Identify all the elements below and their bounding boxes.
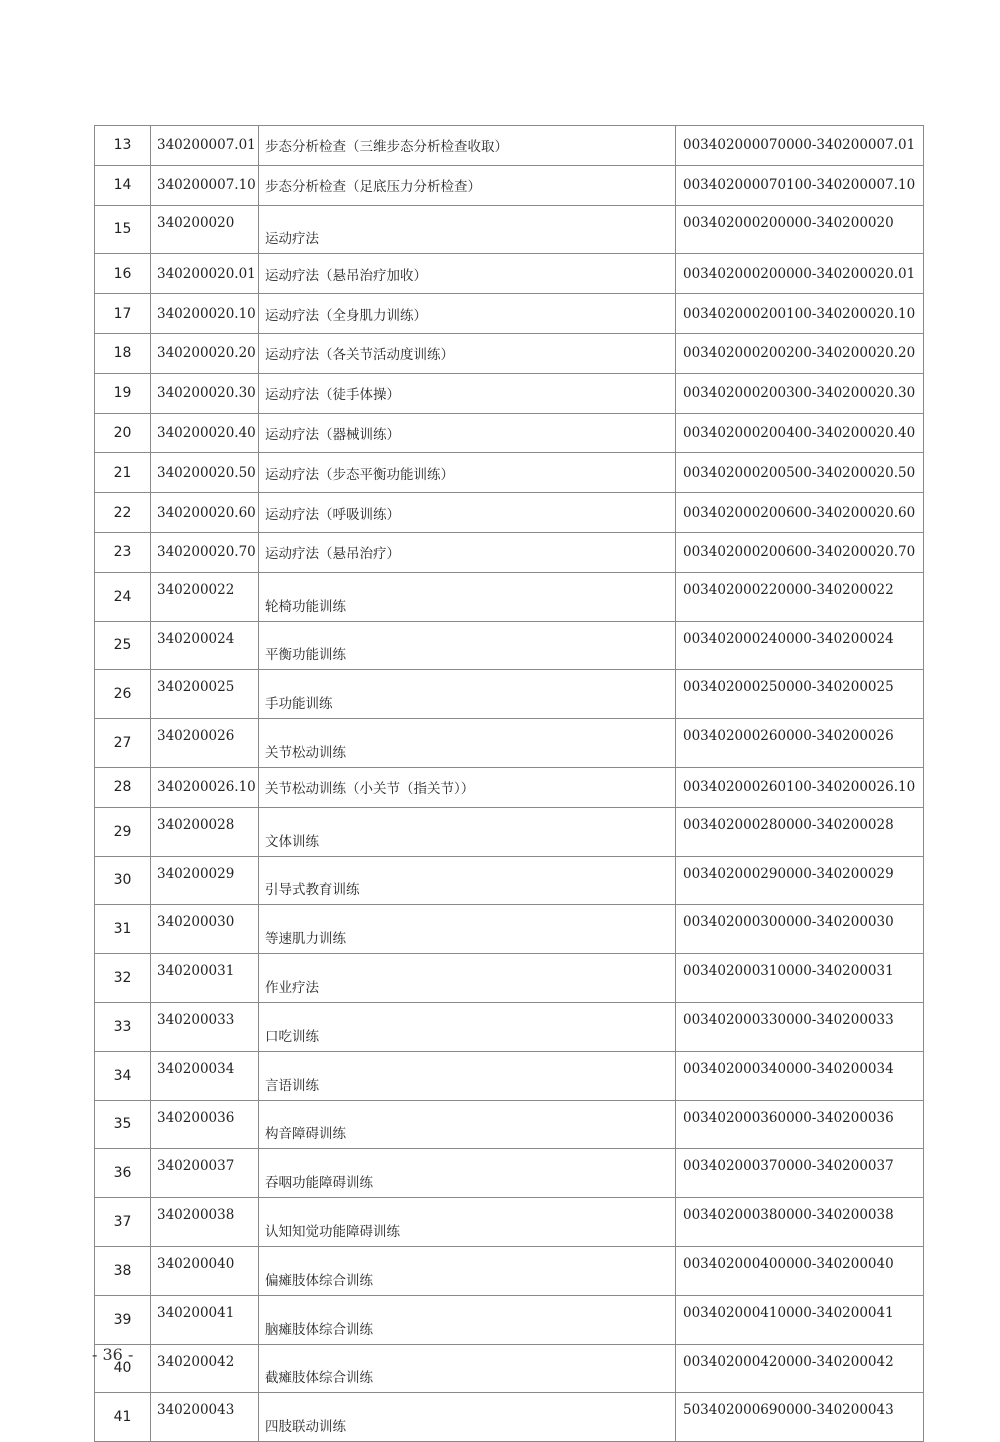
table-row (95, 954, 924, 1003)
item-id-cell: 003402000070100-340200007.10 (676, 165, 924, 205)
table-row (95, 373, 924, 413)
item-code-cell: 340200041 (151, 1295, 259, 1344)
item-id-cell: 003402000310000-340200031 (676, 954, 924, 1003)
row-number-cell: 30 (95, 856, 151, 905)
table-row (95, 126, 924, 166)
item-code-cell: 340200026 (151, 719, 259, 768)
table-row (95, 254, 924, 294)
item-id-cell: 003402000420000-340200042 (676, 1344, 924, 1393)
item-id-cell: 003402000200000-340200020 (676, 205, 924, 254)
item-name-cell: 运动疗法（器械训练） (259, 413, 676, 453)
item-id-cell: 003402000200300-340200020.30 (676, 373, 924, 413)
table-row (95, 572, 924, 621)
item-id-cell: 003402000360000-340200036 (676, 1100, 924, 1149)
item-name-cell: 引导式教育训练 (259, 856, 676, 905)
table-row (95, 532, 924, 572)
item-name-cell: 运动疗法 (259, 205, 676, 254)
item-name-cell: 运动疗法（全身肌力训练） (259, 294, 676, 334)
item-name-cell: 作业疗法 (259, 954, 676, 1003)
item-code-cell: 340200026.10 (151, 767, 259, 807)
item-id-cell: 003402000410000-340200041 (676, 1295, 924, 1344)
item-id-cell: 503402000690000-340200043 (676, 1393, 924, 1442)
row-number-cell: 32 (95, 954, 151, 1003)
item-id-cell: 003402000240000-340200024 (676, 621, 924, 670)
table-row (95, 856, 924, 905)
item-id-cell: 003402000300000-340200030 (676, 905, 924, 954)
item-id-cell: 003402000400000-340200040 (676, 1246, 924, 1295)
item-id-cell: 003402000220000-340200022 (676, 572, 924, 621)
table-row (95, 1198, 924, 1247)
table-row (95, 1051, 924, 1100)
item-name-cell: 运动疗法（悬吊治疗加收） (259, 254, 676, 294)
item-code-cell: 340200020.50 (151, 453, 259, 493)
row-number-cell: 41 (95, 1393, 151, 1442)
row-number-cell: 21 (95, 453, 151, 493)
item-code-cell: 340200028 (151, 807, 259, 856)
item-id-cell: 003402000070000-340200007.01 (676, 126, 924, 166)
table-row (95, 670, 924, 719)
table-row (95, 1246, 924, 1295)
item-id-cell: 003402000370000-340200037 (676, 1149, 924, 1198)
row-number-cell: 19 (95, 373, 151, 413)
item-id-cell: 003402000250000-340200025 (676, 670, 924, 719)
row-number-cell: 25 (95, 621, 151, 670)
item-code-cell: 340200042 (151, 1344, 259, 1393)
item-code-cell: 340200007.01 (151, 126, 259, 166)
row-number-cell: 33 (95, 1002, 151, 1051)
item-name-cell: 偏瘫肢体综合训练 (259, 1246, 676, 1295)
table-row (95, 1149, 924, 1198)
item-id-cell: 003402000260000-340200026 (676, 719, 924, 768)
item-code-cell: 340200022 (151, 572, 259, 621)
row-number-cell: 17 (95, 294, 151, 334)
item-name-cell: 运动疗法（呼吸训练） (259, 493, 676, 533)
item-code-cell: 340200043 (151, 1393, 259, 1442)
row-number-cell: 18 (95, 333, 151, 373)
row-number-cell: 38 (95, 1246, 151, 1295)
row-number-cell: 36 (95, 1149, 151, 1198)
row-number-cell: 26 (95, 670, 151, 719)
table-row (95, 493, 924, 533)
table-row (95, 1344, 924, 1393)
item-name-cell: 构音障碍训练 (259, 1100, 676, 1149)
table-row (95, 333, 924, 373)
item-code-cell: 340200020.30 (151, 373, 259, 413)
item-id-cell: 003402000200600-340200020.60 (676, 493, 924, 533)
table-row (95, 205, 924, 254)
row-number-cell: 28 (95, 767, 151, 807)
table-row (95, 294, 924, 334)
row-number-cell: 23 (95, 532, 151, 572)
item-code-cell: 340200020.60 (151, 493, 259, 533)
item-code-cell: 340200020.20 (151, 333, 259, 373)
item-code-cell: 340200020.01 (151, 254, 259, 294)
item-name-cell: 关节松动训练 (259, 719, 676, 768)
table-row (95, 1393, 924, 1442)
item-code-cell: 340200020 (151, 205, 259, 254)
item-name-cell: 运动疗法（各关节活动度训练） (259, 333, 676, 373)
row-number-cell: 20 (95, 413, 151, 453)
item-code-cell: 340200031 (151, 954, 259, 1003)
item-name-cell: 文体训练 (259, 807, 676, 856)
item-id-cell: 003402000330000-340200033 (676, 1002, 924, 1051)
item-id-cell: 003402000290000-340200029 (676, 856, 924, 905)
table-row (95, 905, 924, 954)
row-number-cell: 31 (95, 905, 151, 954)
item-code-cell: 340200020.10 (151, 294, 259, 334)
item-id-cell: 003402000200600-340200020.70 (676, 532, 924, 572)
item-code-cell: 340200040 (151, 1246, 259, 1295)
row-number-cell: 22 (95, 493, 151, 533)
item-name-cell: 口吃训练 (259, 1002, 676, 1051)
item-name-cell: 截瘫肢体综合训练 (259, 1344, 676, 1393)
item-code-cell: 340200007.10 (151, 165, 259, 205)
item-id-cell: 003402000200400-340200020.40 (676, 413, 924, 453)
item-code-cell: 340200033 (151, 1002, 259, 1051)
item-id-cell: 003402000260100-340200026.10 (676, 767, 924, 807)
item-code-cell: 340200025 (151, 670, 259, 719)
row-number-cell: 40 (95, 1344, 151, 1393)
row-number-cell: 29 (95, 807, 151, 856)
item-name-cell: 运动疗法（徒手体操） (259, 373, 676, 413)
item-code-cell: 340200034 (151, 1051, 259, 1100)
row-number-cell: 24 (95, 572, 151, 621)
table-row (95, 807, 924, 856)
item-code-cell: 340200030 (151, 905, 259, 954)
item-name-cell: 运动疗法（悬吊治疗） (259, 532, 676, 572)
table-body (95, 126, 924, 1442)
row-number-cell: 16 (95, 254, 151, 294)
table-row (95, 165, 924, 205)
row-number-cell: 27 (95, 719, 151, 768)
item-name-cell: 平衡功能训练 (259, 621, 676, 670)
item-name-cell: 四肢联动训练 (259, 1393, 676, 1442)
item-code-cell: 340200038 (151, 1198, 259, 1247)
table-row (95, 1002, 924, 1051)
item-id-cell: 003402000200100-340200020.10 (676, 294, 924, 334)
fee-items-table-wrapper (94, 125, 924, 1442)
item-name-cell: 关节松动训练（小关节（指关节）） (259, 767, 676, 807)
item-name-cell: 脑瘫肢体综合训练 (259, 1295, 676, 1344)
table-row (95, 719, 924, 768)
item-name-cell: 步态分析检查（三维步态分析检查收取） (259, 126, 676, 166)
table-row (95, 621, 924, 670)
item-id-cell: 003402000200200-340200020.20 (676, 333, 924, 373)
fee-items-table (94, 125, 924, 1442)
row-number-cell: 39 (95, 1295, 151, 1344)
item-id-cell: 003402000200000-340200020.01 (676, 254, 924, 294)
table-row (95, 767, 924, 807)
item-code-cell: 340200037 (151, 1149, 259, 1198)
item-code-cell: 340200029 (151, 856, 259, 905)
item-name-cell: 轮椅功能训练 (259, 572, 676, 621)
table-row (95, 453, 924, 493)
item-name-cell: 手功能训练 (259, 670, 676, 719)
table-row (95, 1295, 924, 1344)
table-row (95, 413, 924, 453)
item-id-cell: 003402000380000-340200038 (676, 1198, 924, 1247)
item-name-cell: 步态分析检查（足底压力分析检查） (259, 165, 676, 205)
page-number: - 36 - (92, 1345, 134, 1364)
row-number-cell: 15 (95, 205, 151, 254)
row-number-cell: 37 (95, 1198, 151, 1247)
row-number-cell: 35 (95, 1100, 151, 1149)
item-name-cell: 等速肌力训练 (259, 905, 676, 954)
item-name-cell: 吞咽功能障碍训练 (259, 1149, 676, 1198)
item-name-cell: 言语训练 (259, 1051, 676, 1100)
row-number-cell: 13 (95, 126, 151, 166)
item-code-cell: 340200020.70 (151, 532, 259, 572)
row-number-cell: 14 (95, 165, 151, 205)
item-code-cell: 340200020.40 (151, 413, 259, 453)
table-row (95, 1100, 924, 1149)
item-name-cell: 运动疗法（步态平衡功能训练） (259, 453, 676, 493)
item-id-cell: 003402000200500-340200020.50 (676, 453, 924, 493)
item-name-cell: 认知知觉功能障碍训练 (259, 1198, 676, 1247)
item-code-cell: 340200036 (151, 1100, 259, 1149)
item-code-cell: 340200024 (151, 621, 259, 670)
item-id-cell: 003402000340000-340200034 (676, 1051, 924, 1100)
row-number-cell: 34 (95, 1051, 151, 1100)
item-id-cell: 003402000280000-340200028 (676, 807, 924, 856)
